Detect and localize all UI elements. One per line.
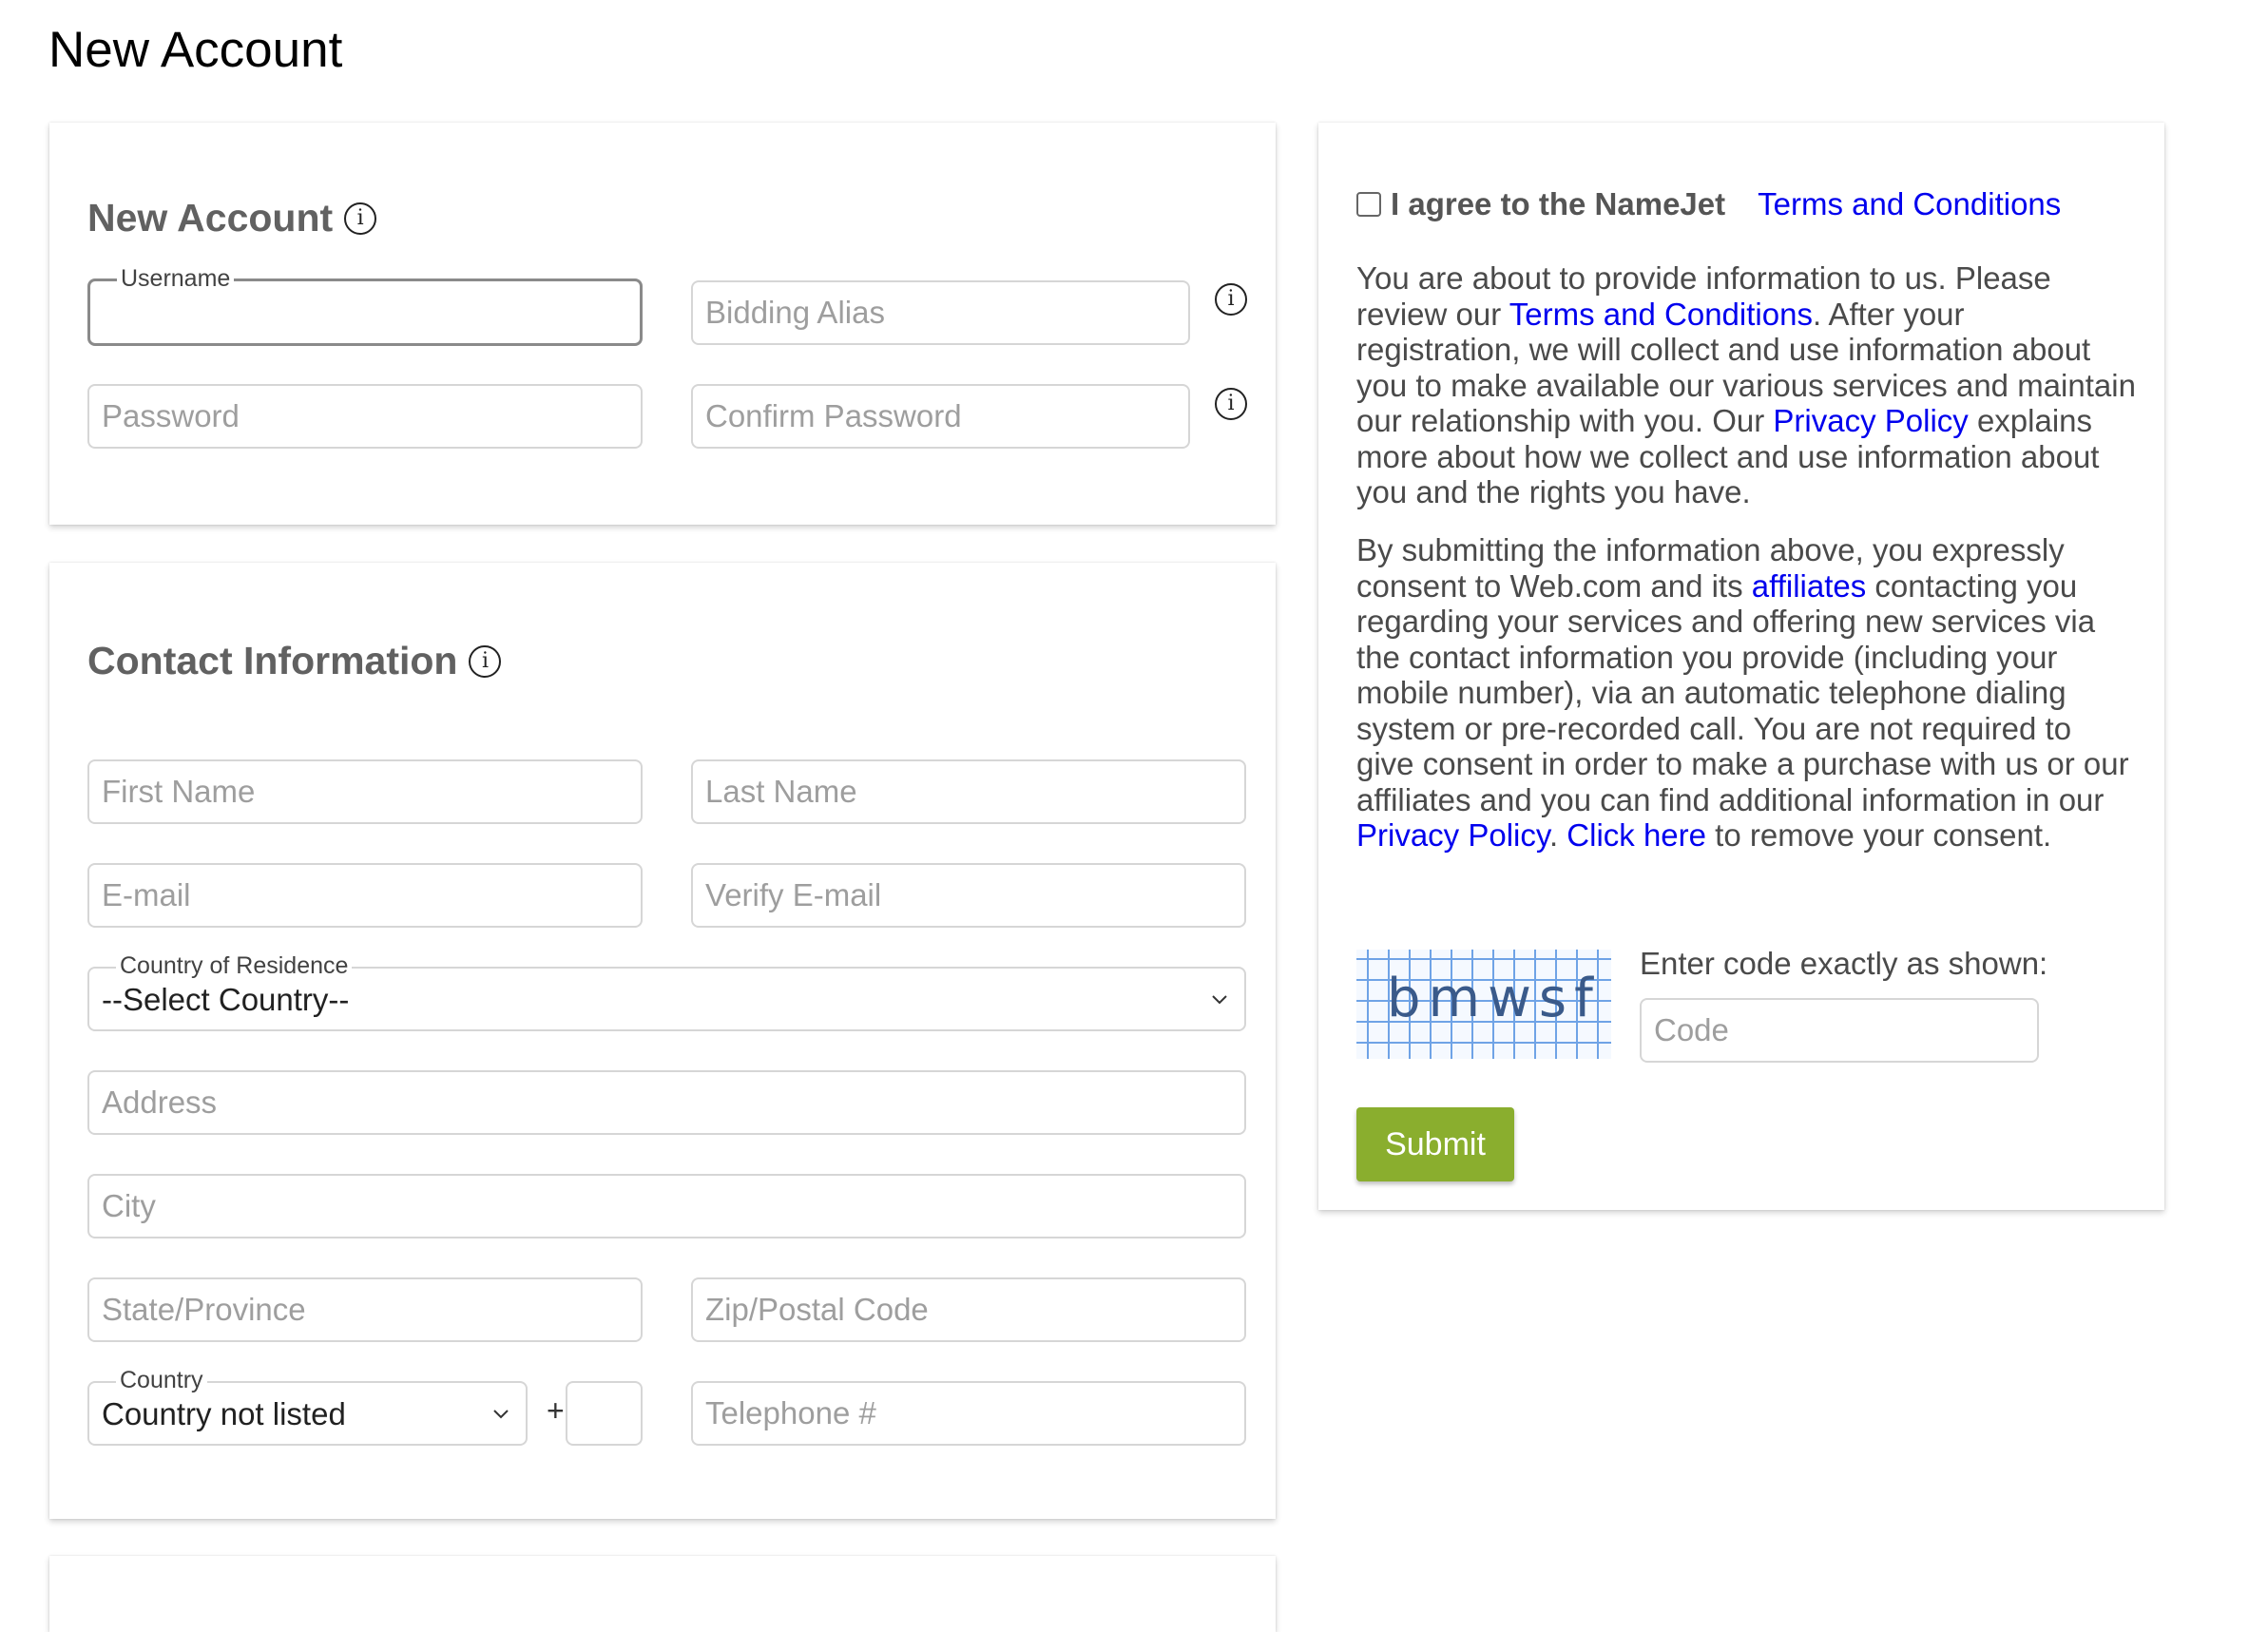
new-account-card	[49, 123, 1276, 525]
legal-text: contacting you regarding your services and offering new services via the contact information you provide (including your mobile number), via an automatic telephone dialing system or pre-recorded call. You are not required to give consent in order to make a purchase with us or our affiliates and you can find additional information in our	[1356, 567, 2129, 817]
email-input[interactable]	[89, 865, 641, 926]
privacy-policy-link[interactable]: Privacy Policy	[1773, 403, 1969, 438]
terms-and-conditions-link[interactable]: Terms and Conditions	[1758, 186, 2062, 221]
captcha-text: bmwsf	[1387, 968, 1601, 1029]
legal-paragraph-consent	[1356, 532, 2136, 854]
zip-postal-code-field[interactable]	[691, 1277, 1246, 1342]
phone-country-field[interactable]	[87, 1367, 528, 1446]
country-code-field[interactable]	[566, 1381, 643, 1446]
confirm-password-input[interactable]	[693, 386, 1188, 447]
submit-button[interactable]: Submit	[1356, 1107, 1514, 1181]
contact-information-title: Contact Information	[87, 639, 458, 682]
click-here-link[interactable]: Click here	[1566, 817, 1706, 853]
contact-information-card	[49, 563, 1276, 1519]
city-input[interactable]	[89, 1176, 1244, 1237]
legal-text: By submitting the information above, you expressly consent to Web.com and its	[1356, 532, 2065, 604]
legal-text: explains more about how we collect and use information about you and the rights you have.	[1356, 403, 2100, 509]
address-input[interactable]	[89, 1072, 1244, 1133]
confirm-password-field[interactable]	[691, 384, 1190, 449]
verify-email-input[interactable]	[693, 865, 1244, 926]
captcha-image	[1356, 950, 1611, 1059]
bidding-alias-info-icon[interactable]: i	[1215, 283, 1247, 316]
legal-text: . After your registration, we will collect and use information about you to make available our various services and maintain our relationship with you. Our	[1356, 296, 2136, 438]
password-field[interactable]	[87, 384, 643, 449]
legal-text: You are about to provide information to us. Please review our	[1356, 260, 2051, 332]
info-circle-icon[interactable]: i	[469, 645, 501, 678]
last-name-input[interactable]	[693, 761, 1244, 822]
agree-text: I agree to the NameJet	[1391, 186, 1726, 221]
bidding-alias-input[interactable]	[693, 282, 1188, 343]
telephone-field[interactable]	[691, 1381, 1246, 1446]
affiliates-link[interactable]: affiliates	[1751, 567, 1867, 604]
captcha-code-input[interactable]	[1642, 1000, 2037, 1061]
new-account-heading	[87, 196, 376, 240]
first-name-field[interactable]	[87, 759, 643, 824]
captcha-instruction: Enter code exactly as shown:	[1640, 946, 2048, 981]
username-field[interactable]	[87, 265, 643, 346]
state-province-field[interactable]	[87, 1277, 643, 1342]
address-field[interactable]	[87, 1070, 1246, 1135]
first-name-input[interactable]	[89, 761, 641, 822]
country-of-residence-field[interactable]	[87, 952, 1246, 1031]
last-name-field[interactable]	[691, 759, 1246, 824]
country-code-input[interactable]	[567, 1383, 641, 1444]
username-label: Username	[117, 263, 234, 295]
country-of-residence-label: Country of Residence	[116, 950, 352, 982]
bidding-alias-field[interactable]	[691, 280, 1190, 345]
legal-text: .	[1548, 817, 1567, 853]
zip-postal-code-input[interactable]	[693, 1279, 1244, 1340]
legal-text: to remove your consent.	[1706, 817, 2052, 853]
captcha-code-field[interactable]	[1640, 998, 2039, 1063]
privacy-policy-inline-link[interactable]: Privacy Policy	[1356, 817, 1549, 853]
contact-information-heading	[87, 639, 501, 682]
new-account-title: New Account	[87, 196, 334, 240]
terms-and-conditions-inline-link[interactable]: Terms and Conditions	[1509, 296, 1813, 332]
state-province-input[interactable]	[89, 1279, 641, 1340]
telephone-input[interactable]	[693, 1383, 1244, 1444]
city-field[interactable]	[87, 1174, 1246, 1238]
phone-country-label: Country	[116, 1365, 207, 1396]
plus-sign: +	[547, 1393, 565, 1428]
email-field[interactable]	[87, 863, 643, 928]
info-circle-icon[interactable]: i	[344, 202, 376, 235]
next-section-card	[49, 1556, 1276, 1632]
legal-paragraph-privacy	[1356, 260, 2136, 510]
page-title: New Account	[48, 22, 343, 78]
agreement-card	[1318, 123, 2164, 1210]
verify-email-field[interactable]	[691, 863, 1246, 928]
password-input[interactable]	[89, 386, 641, 447]
confirm-password-info-icon[interactable]: i	[1215, 388, 1247, 420]
agree-checkbox[interactable]	[1356, 192, 1381, 217]
agree-row	[1356, 186, 2061, 222]
